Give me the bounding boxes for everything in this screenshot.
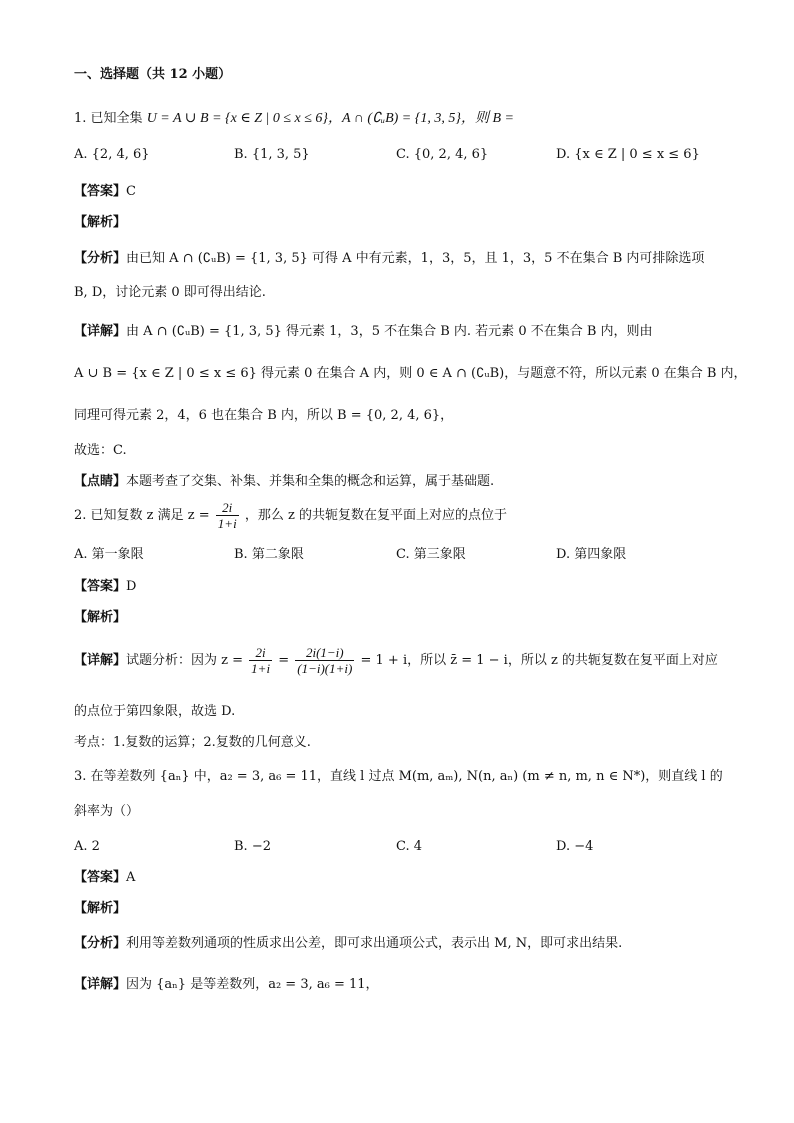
q1-detail-line-2: A ∪ B = {x ∈ Z | 0 ≤ x ≤ 6} 得元素 0 在集合 A 内，则 0 ∈ A ∩ (∁ᵤB)，与题意不符，所以元素 0 在集合 B 内， <box>74 366 747 381</box>
q2-answer-label: 【答案】 <box>74 579 127 594</box>
q2-answer <box>74 578 136 596</box>
q2-kaodian: 考点：1.复数的运算；2.复数的几何意义. <box>74 735 311 750</box>
q3-fenxi-label: 【分析】 <box>74 936 127 951</box>
q3-stem-line-1: 3. 在等差数列 {aₙ} 中，a₂ = 3, a₆ = 11，直线 l 过点 M(m, aₘ), N(n, aₙ) (m ≠ n, m, n ∈ N*)，则直线 l 的 <box>74 769 723 784</box>
q1-detail-text-1: 由 A ∩ (∁ᵤB) = {1, 3, 5} 得元素 1，3，5 不在集合 B 内. 若元素 0 不在集合 B 内，则由 <box>126 324 653 339</box>
q3-detail <box>74 976 379 994</box>
q2-f2-num: 2i(1−i) <box>295 645 354 661</box>
q2-frac-num: 2i <box>216 500 239 516</box>
q1-stem-math: U = A ∪ B = {x ∈ Z | 0 ≤ x ≤ 6}，A ∩ (∁ᵤB) = {1, 3, 5}，则 B = <box>146 111 514 126</box>
q2-f1-num: 2i <box>249 645 272 661</box>
q2-detail-fraction-2 <box>295 645 354 676</box>
q1-dianjing-label: 【点睛】 <box>74 474 127 489</box>
q1-answer-label: 【答案】 <box>74 184 127 199</box>
q2-f2-den: (1−i)(1+i) <box>297 661 353 676</box>
q3-detail-label: 【详解】 <box>74 977 127 992</box>
q1-fenxi-label: 【分析】 <box>74 251 127 266</box>
q2-answer-value: D <box>126 579 137 594</box>
q2-detail-eq: = <box>278 653 290 668</box>
q2-stem <box>74 500 507 531</box>
q3-detail-text: 因为 {aₙ} 是等差数列，a₂ = 3, a₆ = 11， <box>126 977 379 992</box>
q1-answer-value: C <box>126 184 136 199</box>
q2-option-d: D. 第四象限 <box>556 547 627 562</box>
q3-stem-line-2: 斜率为（） <box>74 804 140 819</box>
q2-option-b: B. 第二象限 <box>234 547 304 562</box>
q1-option-a: A. {2, 4, 6} <box>74 147 150 162</box>
q2-frac-den: 1+i <box>217 516 237 531</box>
q2-stem-prefix: 2. 已知复数 z 满足 z = <box>74 508 210 523</box>
q1-stem-prefix: 1. 已知全集 <box>74 111 143 126</box>
q1-detail-line-3: 同理可得元素 2，4，6 也在集合 B 内，所以 B = {0, 2, 4, 6}， <box>74 408 454 423</box>
q1-option-c: C. {0, 2, 4, 6} <box>396 147 489 162</box>
q1-fenxi-line-1 <box>74 250 704 268</box>
q1-stem <box>74 110 514 128</box>
q1-answer <box>74 183 136 201</box>
q2-stem-fraction <box>216 500 239 531</box>
q3-answer <box>74 869 135 887</box>
q3-answer-value: A <box>126 870 136 885</box>
q2-detail-line-2: 的点位于第四象限，故选 D. <box>74 704 236 719</box>
q2-detail-fraction-1 <box>249 645 272 676</box>
q3-option-c: C. 4 <box>396 839 423 854</box>
q2-detail-prefix: 试题分析：因为 z = <box>126 653 244 668</box>
q2-detail-suffix: = 1 + i，所以 z̄ = 1 − i，所以 z 的共轭复数在复平面上对应 <box>360 653 718 668</box>
q3-option-b: B. −2 <box>234 839 271 854</box>
section-title: 一、选择题（共 12 小题） <box>74 67 232 82</box>
q3-option-d: D. −4 <box>556 839 594 854</box>
q2-detail-line-1 <box>74 645 718 676</box>
q1-detail-label: 【详解】 <box>74 324 127 339</box>
q1-detail-line-4: 故选：C. <box>74 443 127 458</box>
q3-fenxi-text: 利用等差数列通项的性质求出公差，即可求出通项公式，表示出 M, N，即可求出结果. <box>126 936 623 951</box>
q1-option-d: D. {x ∈ Z | 0 ≤ x ≤ 6} <box>556 147 700 162</box>
q3-answer-label: 【答案】 <box>74 870 127 885</box>
q1-option-b: B. {1, 3, 5} <box>234 147 310 162</box>
q2-f1-den: 1+i <box>251 661 271 676</box>
q2-analysis-label: 【解析】 <box>74 610 127 625</box>
q1-detail-line-1 <box>74 323 653 341</box>
q1-fenxi-line-2: B, D，讨论元素 0 即可得出结论. <box>74 285 266 300</box>
q3-fenxi <box>74 935 622 953</box>
q1-fenxi-text-1: 由已知 A ∩ (∁ᵤB) = {1, 3, 5} 可得 A 中有元素，1，3，5，且 1，3，5 不在集合 B 内可排除选项 <box>126 251 705 266</box>
q1-analysis-label: 【解析】 <box>74 215 127 230</box>
q1-dianjing-text: 本题考查了交集、补集、并集和全集的概念和运算，属于基础题. <box>126 474 495 489</box>
q1-dianjing <box>74 473 494 491</box>
q2-option-c: C. 第三象限 <box>396 547 466 562</box>
q3-analysis-label: 【解析】 <box>74 901 127 916</box>
q2-detail-label: 【详解】 <box>74 653 127 668</box>
q3-option-a: A. 2 <box>74 839 100 854</box>
q2-option-a: A. 第一象限 <box>74 547 144 562</box>
q2-stem-suffix: ，那么 z 的共轭复数在复平面上对应的点位于 <box>244 508 507 523</box>
